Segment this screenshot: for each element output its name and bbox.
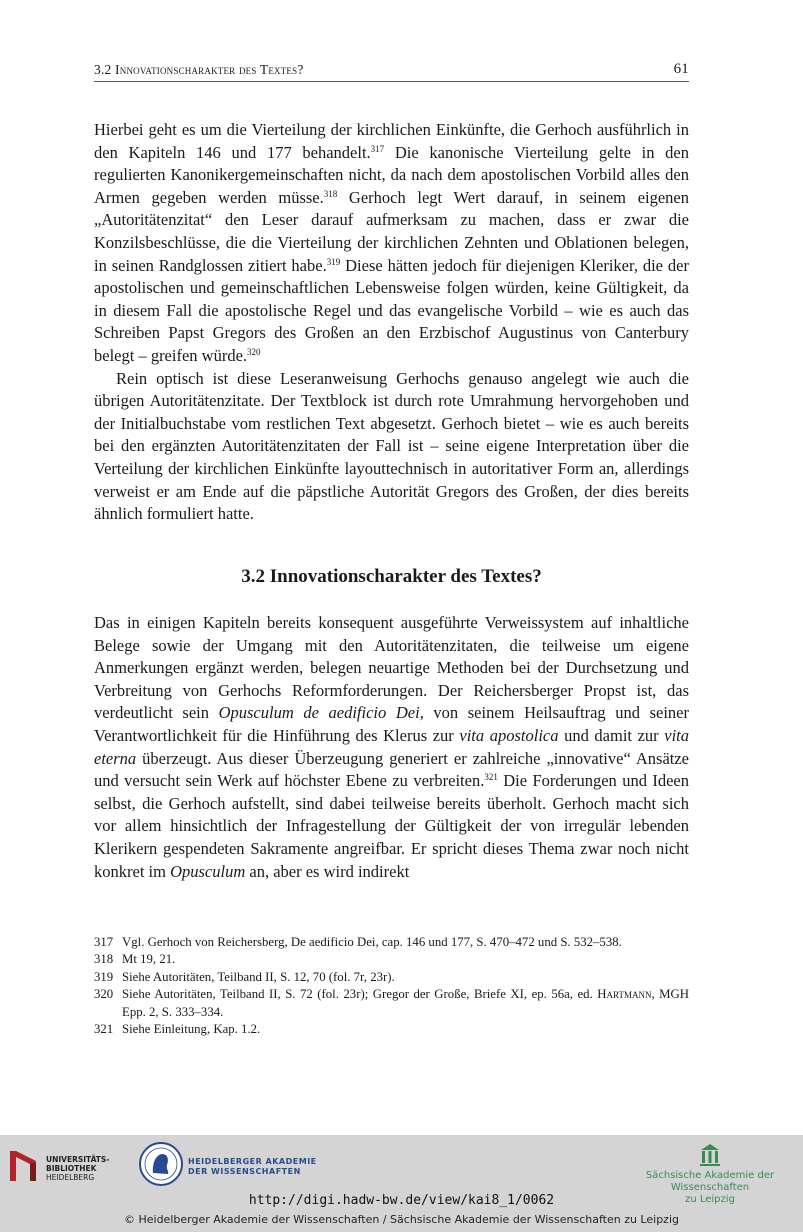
text-span: Hierbei geht es um die Vierteilung der kirchlichen Einkünfte, die Gerhoch ausführlich in den Kapiteln 146 und 177 behandelt. bbox=[94, 120, 689, 162]
footnote-ref-321[interactable]: 321 bbox=[484, 772, 498, 783]
ub-heidelberg-mark-icon bbox=[8, 1147, 40, 1185]
italic-term: vita eterna bbox=[94, 725, 689, 768]
footnote-text: Mt 19, 21. bbox=[122, 952, 176, 967]
logo-line: BIBLIOTHEK bbox=[46, 1164, 97, 1173]
footnote-text: Siehe Autoritäten, Teilband II, S. 12, 70 (fol. 7r, 23r). bbox=[122, 969, 395, 984]
hadw-wordmark bbox=[188, 1157, 317, 1177]
logo-line: HEIDELBERGER AKADEMIE bbox=[188, 1157, 317, 1166]
copyright-notice: © Heidelberger Akademie der Wissenschaften / Sächsische Akademie der Wissenschaften zu Leipzig bbox=[123, 1213, 679, 1226]
text-span: Die Forderungen und Ideen selbst, die Gerhoch aufstellt, sind dabei teilweise bereits überholt. Gerhoch macht sich vor allem hinsichtlich der Infragestellung der Gültigkeit der von irregulär lebenden Klerikern gespendeten Sakramente angreifbar. Er spricht dieses Thema zwar noch nicht konkret im bbox=[94, 771, 690, 881]
viewer-footer bbox=[0, 1135, 803, 1232]
footnote-number: 317 bbox=[94, 935, 114, 949]
text-span: Das in einigen Kapiteln bereits konsequent ausgeführte Verweissystem auf inhaltliche Belege sowie der Umgang mit den Autoritätenzitaten, die teilweise um eigene Anmerkungen ergänzt werden, belegen neuartige Methoden bei der Durchsetzung und Verbreitung von Gerhochs Reformforderungen. Der Reichersberger Propst ist, das verdeutlicht sein bbox=[94, 613, 689, 723]
footnote bbox=[94, 986, 689, 1021]
logo-line: Sächsische Akademie der Wissenschaften bbox=[645, 1170, 775, 1193]
footnote-number: 318 bbox=[94, 952, 114, 967]
footnote bbox=[94, 1021, 689, 1038]
logo-line: HEIDELBERG bbox=[46, 1173, 95, 1182]
footnote-text bbox=[122, 986, 689, 1021]
text-span: Diese hätten jedoch für diejenigen Kleriker, die der apostolischen und gemeinschaftlichen Lebensweise folgen würden, keine Gültigkeit, da in diesem Fall die apostolische Regel und das evangelische Vorbild – wie es auch das Schreiben Papst Gregors des Großen an den Erzbischof Augustinus von Canterbury belegt – greifen würde. bbox=[94, 255, 689, 365]
text-span: Die kanonische Vierteilung gelte in den regulierten Kanonikergemeinschaften nicht, da nach dem apostolischen Vorbild alles den Armen gegeben werden müsse. bbox=[94, 142, 689, 207]
logo-line: DER WISSENSCHAFTEN bbox=[188, 1167, 301, 1176]
section-heading: 3.2 Innovationscharakter des Textes? bbox=[241, 566, 542, 587]
text-block-bottom bbox=[94, 612, 689, 883]
footnote bbox=[94, 934, 689, 951]
italic-term: vita apostolica bbox=[459, 725, 559, 745]
text-span: , MGH Epp. 2, S. 333–334. bbox=[122, 987, 689, 1019]
footnote-number: 320 bbox=[94, 987, 114, 1002]
paragraph-1 bbox=[94, 119, 689, 368]
permalink-url[interactable]: http://digi.hadw-bw.de/view/kai8_1/0062 bbox=[248, 1193, 555, 1208]
editor-name: Hartmann bbox=[597, 987, 652, 1002]
logo-line: zu Leipzig bbox=[685, 1194, 735, 1205]
footnote-ref-317[interactable]: 317 bbox=[370, 143, 385, 154]
ub-heidelberg-logo[interactable] bbox=[8, 1143, 108, 1187]
text-span: Gerhoch legt Wert darauf, in seinem eigenen „Autoritätenzitat“ den Leser darauf aufmerksam zu machen, dass er zwar die Konzilsbeschlüsse, die die Vierteilung der kirchlichen Zehnten und Oblationen belegen, in seinen Randglossen zitiert habe. bbox=[94, 187, 689, 275]
footnote bbox=[94, 951, 689, 968]
paragraph-3 bbox=[94, 612, 689, 883]
text-span: an, aber es wird indirekt bbox=[245, 861, 410, 881]
page-number: 61 bbox=[673, 61, 689, 77]
text-span: Siehe Autoritäten, Teilband II, S. 72 (fol. 23r); Gregor der Große, Briefe XI, ep. 56a, ed. bbox=[122, 987, 598, 1002]
footnote-text: Siehe Einleitung, Kap. 1.2. bbox=[122, 1022, 261, 1037]
text-span: überzeugt. Aus dieser Überzeugung generiert er zahlreiche „innovative“ Ansätze und versucht sein Werk auf höchster Ebene zu verbreiten. bbox=[94, 748, 689, 791]
footnote-number: 321 bbox=[94, 1022, 114, 1037]
text-block-top bbox=[94, 119, 689, 526]
italic-title: Opusculum bbox=[170, 861, 246, 881]
text-span: , von seinem Heilsauftrag und seiner Verantwortlichkeit für die Hinführung des Klerus zur bbox=[94, 703, 689, 745]
hadw-seal-icon bbox=[138, 1141, 184, 1187]
running-head-title: 3.2 Innovationscharakter des Textes? bbox=[94, 62, 304, 77]
hadw-logo[interactable] bbox=[138, 1141, 328, 1191]
ub-heidelberg-wordmark bbox=[46, 1155, 109, 1182]
footnote-text: Vgl. Gerhoch von Reichersberg, De aedificio Dei, cap. 146 und 177, S. 470–472 und S. 532–538. bbox=[122, 935, 622, 949]
paragraph-2: Rein optisch ist diese Leseranweisung Gerhochs genauso angelegt wie auch die übrigen Autoritätenzitate. Der Textblock ist durch rote Umrahmung hervorgehoben und der Initialbuchstabe vom restlichen Text abgesetzt. Gerhoch bietet – wie es auch bereits bei den ergänzten Autoritätenzitaten der Fall ist – seine eigene Interpretation über die Verteilung der kirchlichen Einkünfte layouttechnisch in autoritativer Form an, allerdings verweist er am Ende auf die päpstliche Autorität Gregors des Großen, der dies bereits ähnlich formuliert hatte. bbox=[94, 368, 689, 524]
logo-line: UNIVERSITÄTS- bbox=[46, 1155, 110, 1164]
footnote bbox=[94, 969, 689, 986]
footnote-ref-319[interactable]: 319 bbox=[326, 256, 341, 267]
footnotes bbox=[94, 934, 689, 1038]
text-span: und damit zur bbox=[558, 725, 665, 745]
running-head bbox=[94, 61, 689, 82]
footnote-ref-318[interactable]: 318 bbox=[323, 188, 338, 199]
footnote-number: 319 bbox=[94, 969, 114, 984]
italic-title: Opusculum de aedificio Dei bbox=[218, 703, 420, 723]
footnote-ref-320[interactable]: 320 bbox=[247, 346, 261, 357]
saw-building-icon bbox=[699, 1143, 721, 1167]
